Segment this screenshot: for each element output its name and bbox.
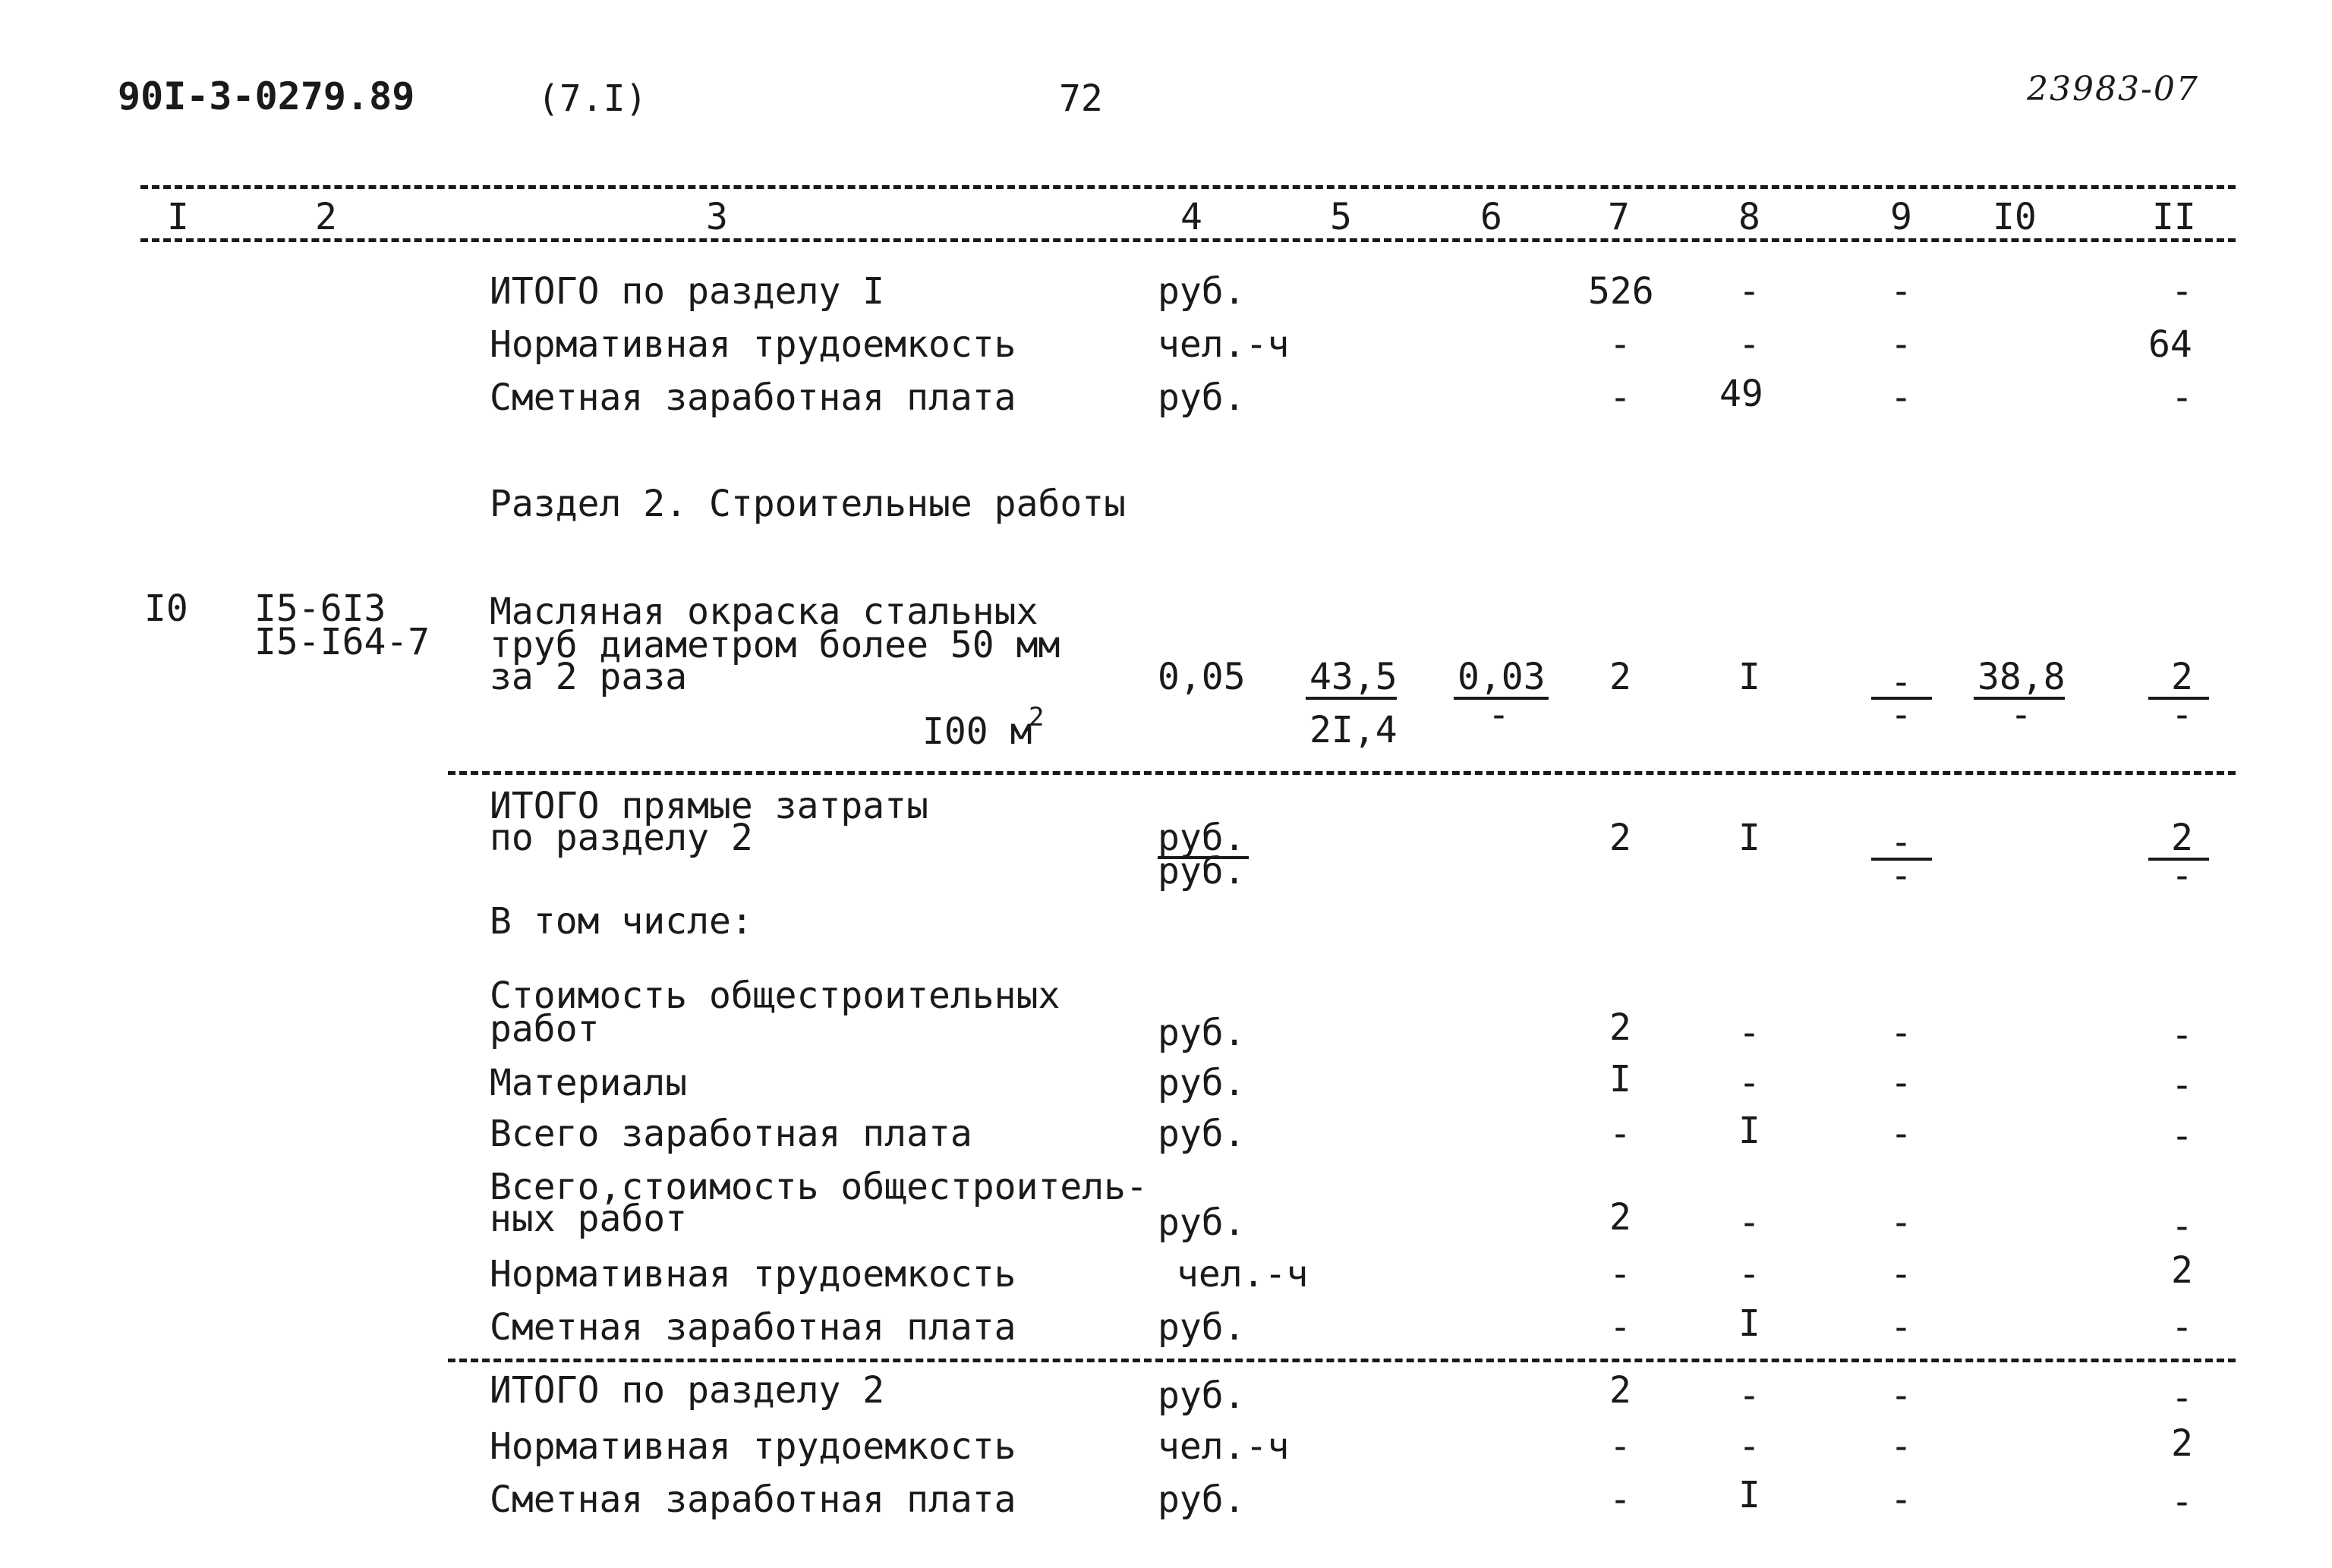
item-code-2: I5-I64-7 bbox=[254, 621, 430, 663]
col7-value: 2 bbox=[1609, 1196, 1631, 1239]
col9-value: - bbox=[1890, 1012, 1912, 1054]
row-unit: руб. bbox=[1158, 270, 1246, 313]
row-name: ИТОГО по разделу I bbox=[490, 270, 885, 313]
col5-fraction-bar bbox=[1306, 697, 1397, 700]
unit-bottom: руб. bbox=[1158, 850, 1246, 893]
col7-value: - bbox=[1609, 1113, 1631, 1155]
row-name-line-1: Стоимость общестроительных bbox=[490, 974, 1060, 1017]
col6-bottom: - bbox=[1488, 694, 1510, 736]
item-unit-exponent: 2 bbox=[1029, 702, 1045, 732]
col9-value: - bbox=[1890, 1306, 1912, 1349]
row-unit: чел.-ч bbox=[1177, 1253, 1309, 1296]
item-bottom-rule bbox=[448, 771, 2236, 775]
col7-value: 2 bbox=[1609, 817, 1631, 859]
col8-value: - bbox=[1738, 1425, 1760, 1468]
col10-top: 38,8 bbox=[1977, 656, 2066, 698]
item-unit: I00 м bbox=[922, 710, 1032, 753]
col8-value: I bbox=[1738, 817, 1760, 859]
col9-bottom: - bbox=[1890, 694, 1912, 736]
col9-top: - bbox=[1890, 821, 1912, 864]
col9-value: - bbox=[1890, 376, 1912, 419]
col7-value: - bbox=[1609, 1253, 1631, 1296]
col9-value: - bbox=[1890, 1425, 1912, 1468]
handwritten-inventory-number: 23983-07 bbox=[2027, 70, 2199, 109]
col9-top: - bbox=[1890, 661, 1912, 704]
unit-top: руб. bbox=[1158, 817, 1246, 859]
col8-value: I bbox=[1738, 1474, 1760, 1516]
column-header-2: 2 bbox=[315, 196, 337, 238]
col9-value: - bbox=[1890, 1253, 1912, 1296]
direct-costs-line-2: по разделу 2 bbox=[490, 817, 753, 859]
col8-value: I bbox=[1738, 656, 1760, 698]
row-name-line-1: Всего,стоимость общестроитель- bbox=[490, 1166, 1148, 1208]
row-name: Нормативная трудоемкость bbox=[490, 323, 1016, 366]
row-name-line-2: работ bbox=[490, 1008, 600, 1050]
column-header-11: II bbox=[2152, 196, 2196, 238]
col8-value: - bbox=[1738, 1062, 1760, 1104]
row-name: ИТОГО по разделу 2 bbox=[490, 1369, 885, 1412]
column-header-8: 8 bbox=[1738, 196, 1760, 238]
col9-value: - bbox=[1890, 1374, 1912, 1417]
row-unit: руб. bbox=[1158, 1062, 1246, 1104]
col11-value: - bbox=[2171, 1014, 2193, 1056]
col5-bottom: 2I,4 bbox=[1309, 709, 1398, 751]
column-header-1: I bbox=[167, 196, 189, 238]
row-name: Сметная заработная плата bbox=[490, 376, 1016, 419]
col8-value: 49 bbox=[1719, 373, 1763, 415]
page-number: 72 bbox=[1059, 77, 1103, 120]
column-header-10: I0 bbox=[1993, 196, 2037, 238]
col10-bottom: - bbox=[2010, 694, 2032, 736]
row-unit: руб. bbox=[1158, 1012, 1246, 1054]
col7-value: - bbox=[1609, 1478, 1631, 1521]
row-unit: чел.-ч bbox=[1158, 1425, 1290, 1468]
col11-value: 64 bbox=[2148, 323, 2192, 366]
row-name: Нормативная трудоемкость bbox=[490, 1253, 1016, 1296]
document-code: 90I-3-0279.89 bbox=[118, 74, 415, 118]
col11-value: - bbox=[2171, 1115, 2193, 1157]
col11-value: - bbox=[2171, 1205, 2193, 1248]
column-header-6: 6 bbox=[1480, 196, 1502, 238]
item-description-line-2: труб диаметром более 50 мм bbox=[490, 624, 1060, 666]
row-unit: руб. bbox=[1158, 1478, 1246, 1521]
row-unit: руб. bbox=[1158, 1306, 1246, 1349]
col7-value: - bbox=[1609, 1306, 1631, 1349]
column-header-3: 3 bbox=[706, 196, 728, 238]
row-name: Материалы bbox=[490, 1062, 688, 1104]
item-description-line-1: Масляная окраска стальных bbox=[490, 590, 1038, 633]
row-name: Сметная заработная плата bbox=[490, 1306, 1016, 1349]
item-number: I0 bbox=[144, 587, 188, 630]
col11-value: - bbox=[2171, 1064, 2193, 1107]
row-unit: руб. bbox=[1158, 376, 1246, 419]
including-label: В том числе: bbox=[490, 900, 753, 943]
col5-top: 43,5 bbox=[1309, 656, 1398, 698]
col8-value: - bbox=[1738, 270, 1760, 313]
col7-value: - bbox=[1609, 376, 1631, 419]
row-unit: руб. bbox=[1158, 1374, 1246, 1417]
col11-top: 2 bbox=[2171, 817, 2193, 859]
col8-value: - bbox=[1738, 1253, 1760, 1296]
col9-value: - bbox=[1890, 270, 1912, 313]
col7-value: - bbox=[1609, 323, 1631, 366]
col11-value: 2 bbox=[2171, 1422, 2193, 1465]
column-header-5: 5 bbox=[1330, 196, 1352, 238]
col9-value: - bbox=[1890, 1201, 1912, 1244]
col7-value: 2 bbox=[1609, 656, 1631, 698]
col7-value: 2 bbox=[1609, 1006, 1631, 1049]
col11-value: - bbox=[2171, 1481, 2193, 1523]
row-unit: руб. bbox=[1158, 1201, 1246, 1244]
col4-quantity: 0,05 bbox=[1158, 656, 1246, 698]
col9-value: - bbox=[1890, 323, 1912, 366]
col7-value: 526 bbox=[1588, 270, 1654, 313]
row-name: Сметная заработная плата bbox=[490, 1478, 1016, 1521]
table-top-rule bbox=[140, 185, 2236, 189]
col8-value: - bbox=[1738, 323, 1760, 366]
col8-value: - bbox=[1738, 1012, 1760, 1054]
col11-bottom: - bbox=[2171, 855, 2193, 897]
col7-value: I bbox=[1609, 1058, 1631, 1100]
column-header-7: 7 bbox=[1608, 196, 1630, 238]
col7-value: 2 bbox=[1609, 1369, 1631, 1412]
header-bottom-rule bbox=[140, 238, 2236, 242]
col8-value: I bbox=[1738, 1302, 1760, 1345]
col11-top: 2 bbox=[2171, 656, 2193, 698]
item-code-1: I5-6I3 bbox=[254, 587, 386, 630]
column-header-4: 4 bbox=[1180, 196, 1202, 238]
row-name: Нормативная трудоемкость bbox=[490, 1425, 1016, 1468]
row-unit: чел.-ч bbox=[1158, 323, 1290, 366]
row-unit: руб. bbox=[1158, 1113, 1246, 1155]
column-header-9: 9 bbox=[1890, 196, 1912, 238]
col8-value: I bbox=[1738, 1110, 1760, 1152]
col11-value: - bbox=[2171, 270, 2193, 313]
col7-value: - bbox=[1609, 1425, 1631, 1468]
direct-costs-line-1: ИТОГО прямые затраты bbox=[490, 785, 928, 827]
col8-value: - bbox=[1738, 1374, 1760, 1417]
col11-bottom: - bbox=[2171, 694, 2193, 736]
col8-value: - bbox=[1738, 1201, 1760, 1244]
sheet-number: (7.I) bbox=[537, 77, 648, 120]
row-name: Всего заработная плата bbox=[490, 1113, 972, 1155]
section-totals-rule bbox=[448, 1359, 2236, 1362]
col9-value: - bbox=[1890, 1113, 1912, 1155]
row-name-line-2: ных работ bbox=[490, 1198, 688, 1240]
col11-value: - bbox=[2171, 1377, 2193, 1419]
col6-top: 0,03 bbox=[1458, 656, 1546, 698]
section-title: Раздел 2. Строительные работы bbox=[490, 483, 1127, 525]
col11-value: - bbox=[2171, 1306, 2193, 1349]
col9-value: - bbox=[1890, 1062, 1912, 1104]
col11-value: 2 bbox=[2171, 1249, 2193, 1292]
col9-bottom: - bbox=[1890, 855, 1912, 897]
item-description-line-3: за 2 раза bbox=[490, 656, 688, 698]
col11-value: - bbox=[2171, 376, 2193, 419]
col9-value: - bbox=[1890, 1478, 1912, 1521]
